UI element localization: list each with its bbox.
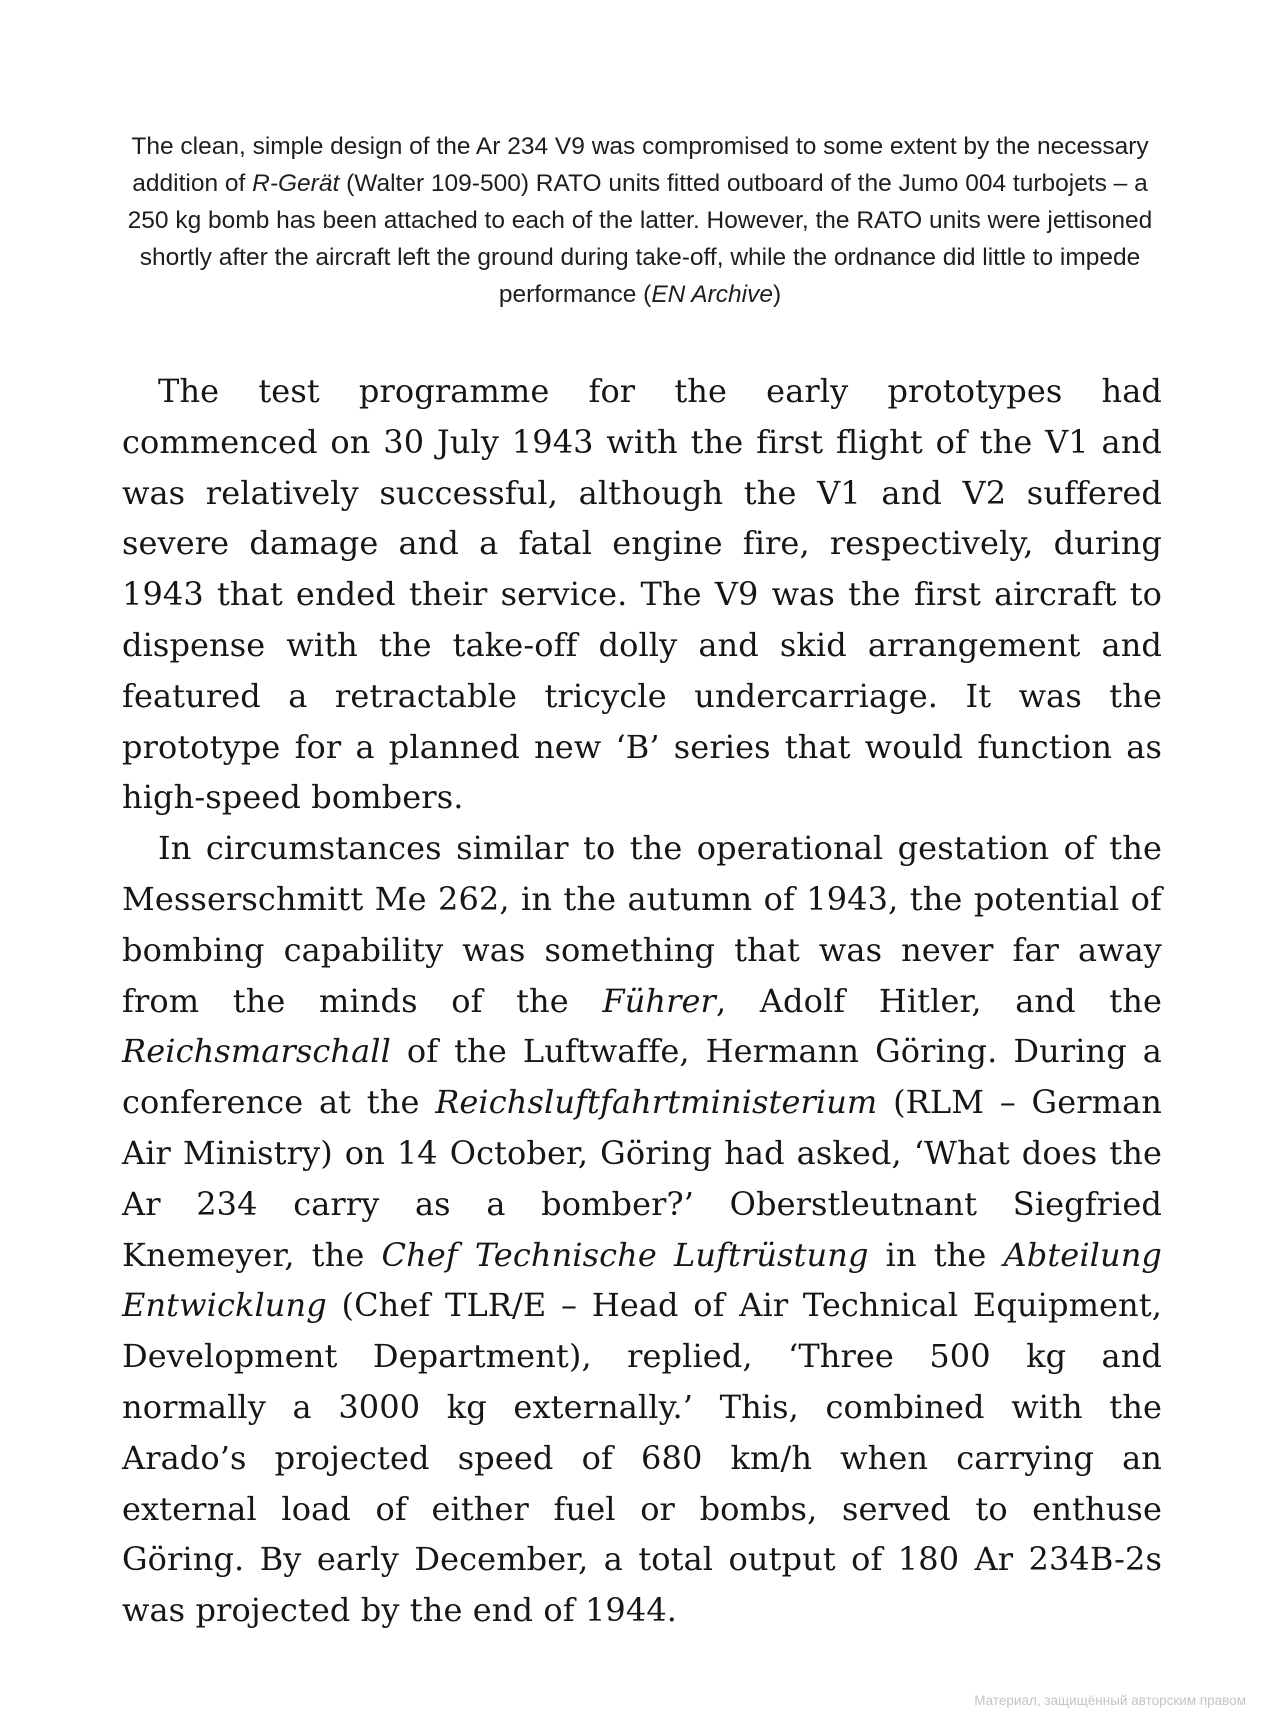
paragraph-1: The test programme for the early prototypes had commenced on 30 July 1943 with the first flight of the V1 and was relatively successful, although the V1 and V2 suffered severe damage and a fatal engine fire, respectively, during 1943 that ended their service. The V9 was the first aircraft to dispense with the take-off dolly and skid arrangement and featured a retractable tricycle undercarriage. It was the prototype for a planned new ‘B’ series that would function as high-speed bombers.: [122, 372, 1162, 817]
caption-credit: EN Archive: [651, 281, 773, 308]
paragraph-text: (RLM – German Air Ministry) on 14 October, Göring had asked, ‘What does the Ar 234 carry as a bomber?’ Oberstleutnant Siegfried Knemeyer, the: [122, 1083, 1162, 1274]
caption-text: ): [772, 281, 782, 308]
italic-term: Führer: [602, 981, 716, 1020]
caption-text: The clean, simple design of the Ar 234 V9 was compromised to some extent by the necessary addition of: [131, 133, 1149, 197]
italic-term: Reichsmarschall: [122, 1032, 391, 1071]
paragraph-2: [122, 823, 1162, 1636]
italic-term: Chef Technische Luftrüstung: [381, 1235, 869, 1274]
paragraph-text: In circumstances similar to the operational gestation of the Messerschmitt Me 262, in the autumn of 1943, the potential of bombing capability was something that was never far away from the minds of the: [122, 829, 1162, 1020]
figure-caption: [120, 128, 1160, 313]
caption-italic-term: R-Gerät: [252, 170, 340, 197]
body-text: [122, 366, 1162, 1636]
italic-term: Abteilung Entwicklung: [122, 1235, 1163, 1325]
italic-term: Reichsluftfahrtministerium: [435, 1083, 878, 1122]
paragraph-text: , Adolf Hitler, and the: [715, 981, 1162, 1020]
caption-text: (Walter 109-500) RATO units fitted outboard of the Jumo 004 turbojets – a 250 kg bomb has been attached to each of the latter. However, the RATO units were jettisoned shortly after the aircraft left the ground during take-off, while the ordnance did little to impede performance (: [127, 170, 1153, 308]
paragraph-text: (Chef TLR/E – Head of Air Technical Equipment, Development Department), replied, ‘Three 500 kg and normally a 3000 kg externally.’ This, combined with the Arado’s projected speed of 680 km/h when carrying an external load of either fuel or bombs, served to enthuse Göring. By early December, a total output of 180 Ar 234B-2s was projected by the end of 1944.: [122, 1286, 1162, 1630]
copyright-watermark: Материал, защищённый авторским правом: [974, 1693, 1246, 1708]
paragraph-text: in the: [868, 1235, 1004, 1274]
paragraph-text: of the Luftwaffe, Hermann Göring. During a conference at the: [122, 1032, 1162, 1122]
